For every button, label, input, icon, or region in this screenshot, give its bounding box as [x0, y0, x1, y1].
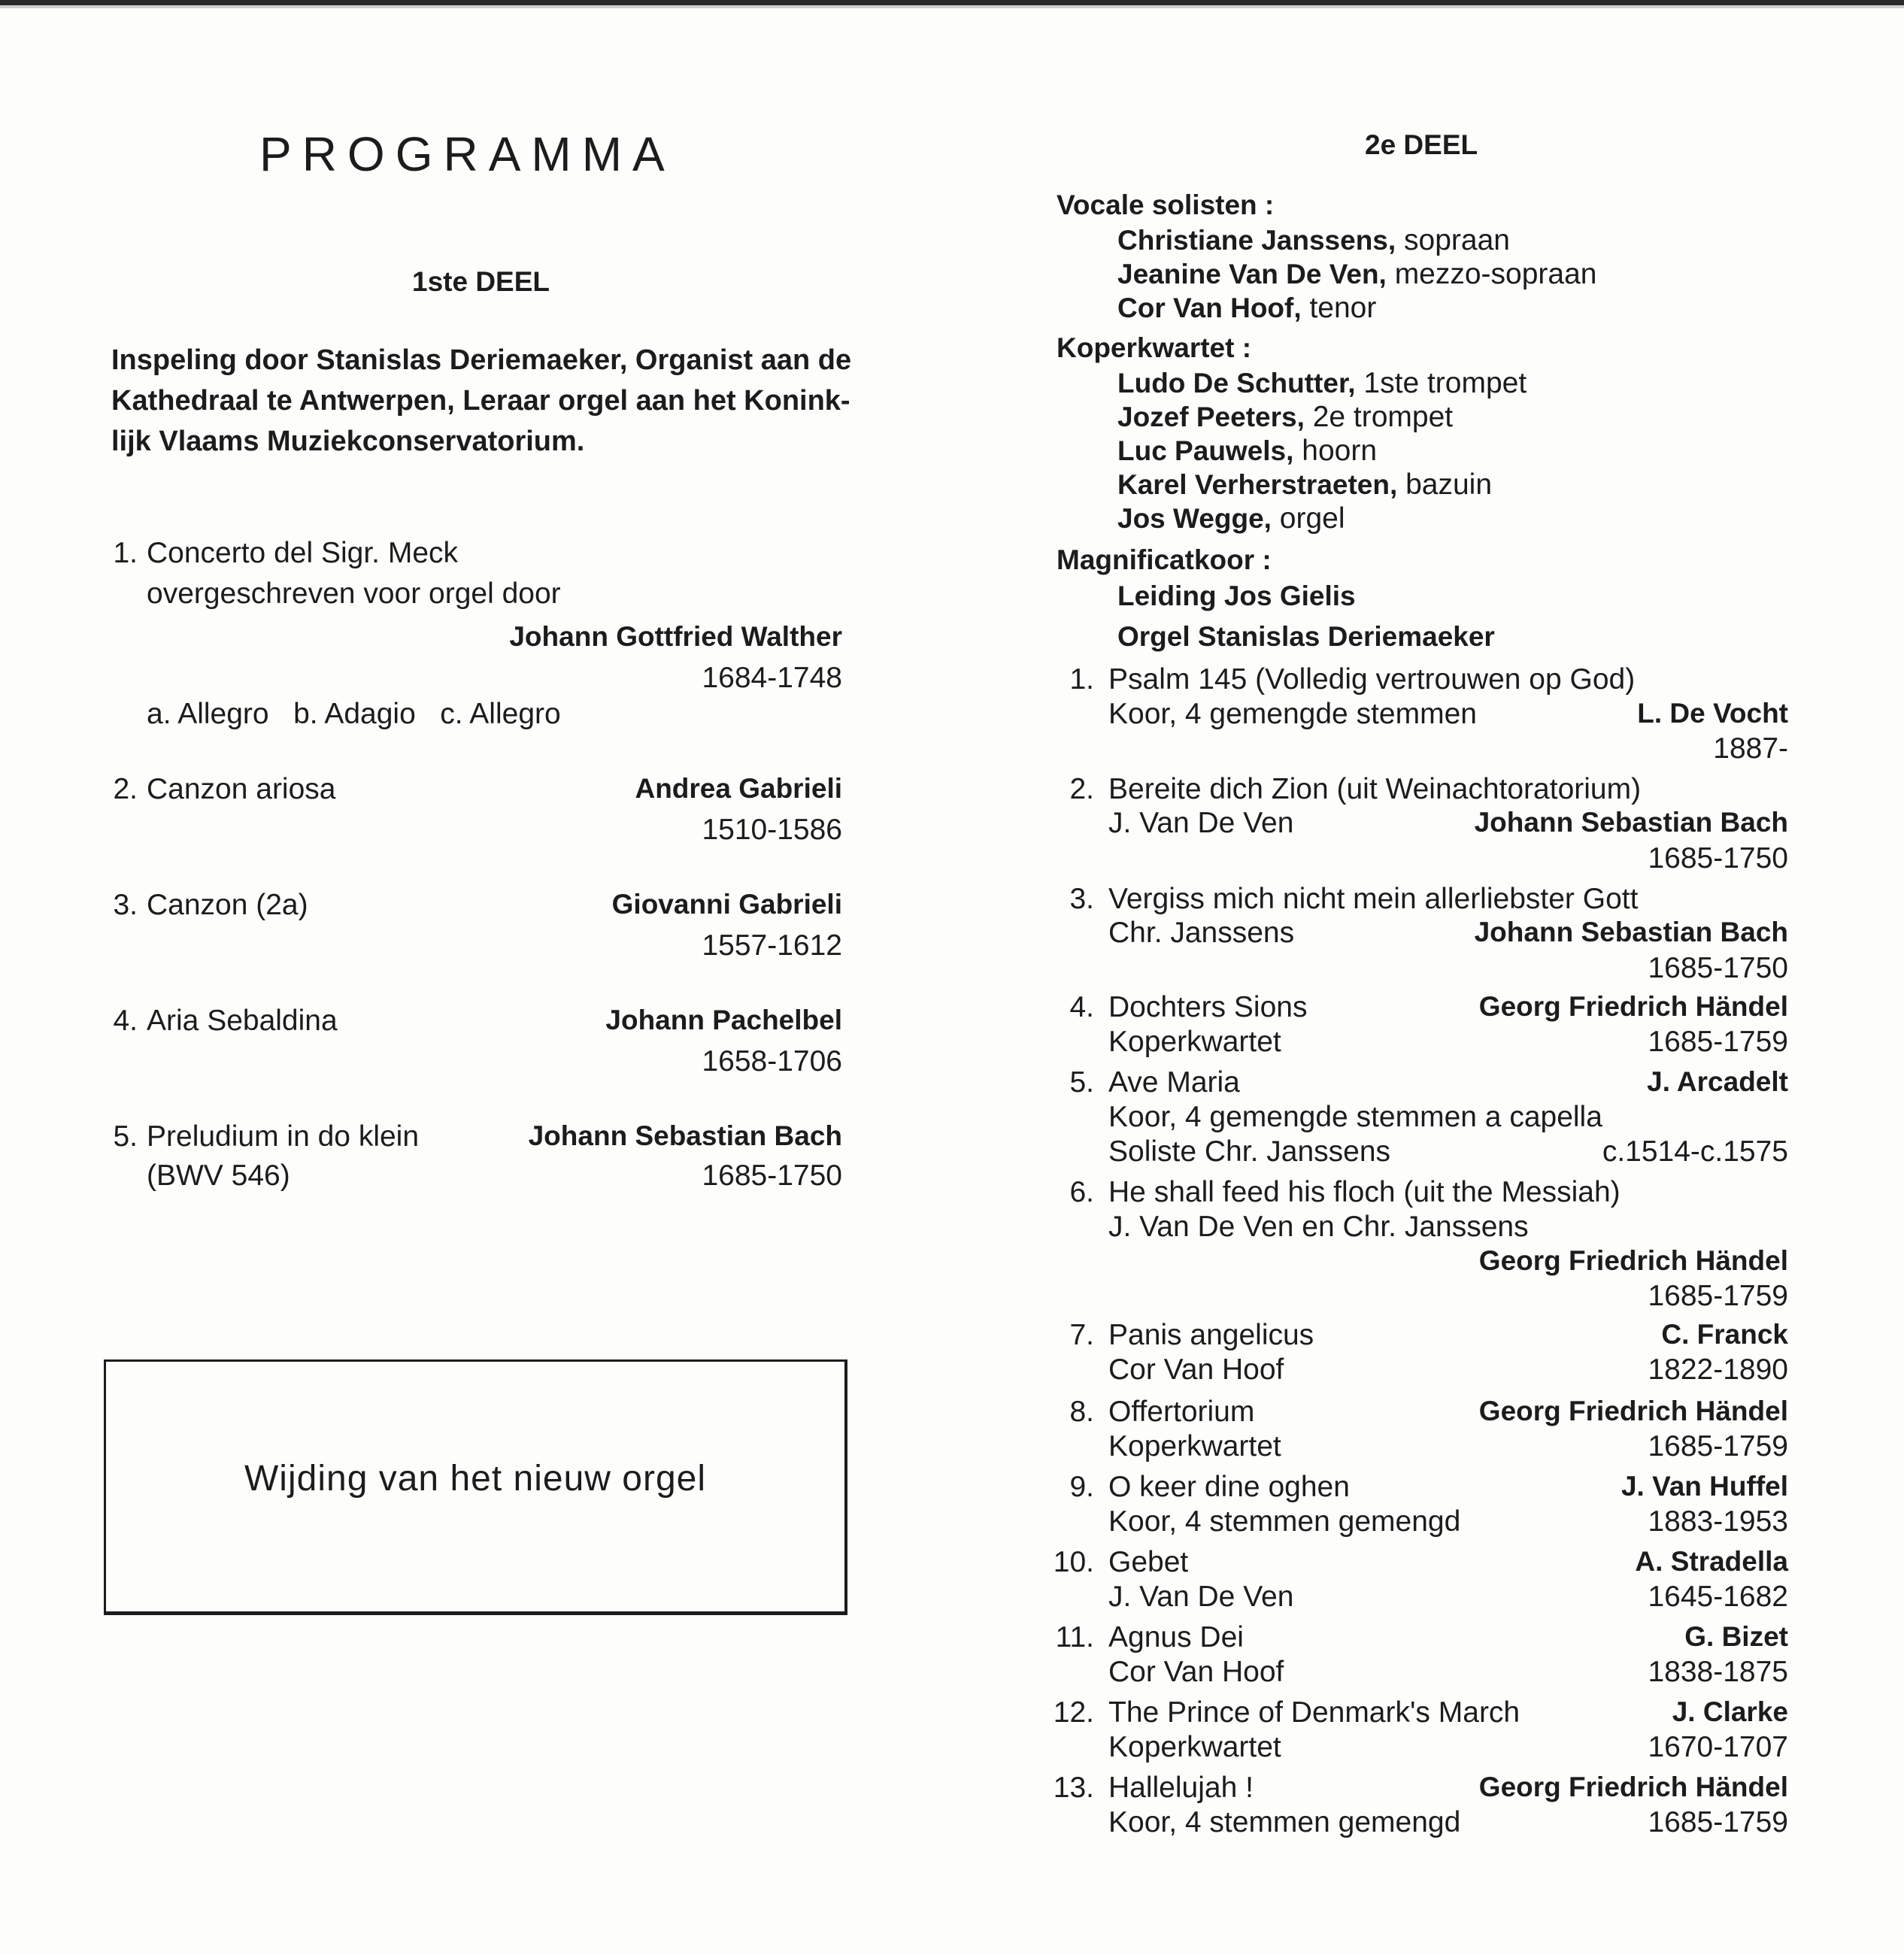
item-title: Panis angelicus [1108, 1319, 1314, 1351]
performer-name: Christiane Janssens, [1117, 225, 1396, 256]
item-title: Dochters Sions [1108, 991, 1308, 1023]
item-title: Hallelujah ! [1108, 1772, 1254, 1804]
item-title: Gebet [1108, 1546, 1189, 1578]
item-title: O keer dine oghen [1108, 1471, 1350, 1503]
performer-name: Ludo De Schutter, [1117, 368, 1356, 399]
item-number: 1. [1069, 663, 1094, 696]
item-performers: Koperkwartet [1108, 1026, 1281, 1058]
programme-title: PROGRAMMA [259, 127, 675, 181]
item-title: Aria Sebaldina [147, 1005, 338, 1037]
item-title: Ave Maria [1108, 1066, 1240, 1099]
performer-name: Jozef Peeters, [1117, 402, 1305, 432]
item-years: 1685-1759 [1648, 1026, 1788, 1058]
choir-heading: Magnificatkoor : [1057, 544, 1272, 575]
item-number: 5. [1069, 1066, 1094, 1099]
item-movements: a. Allegro b. Adagio c. Allegro [147, 698, 561, 730]
item-composer: Johann Sebastian Bach [528, 1120, 842, 1151]
item-years: 1685-1759 [1648, 1280, 1788, 1312]
item-soloist: Soliste Chr. Janssens [1108, 1135, 1391, 1168]
item-composer: L. De Vocht [1637, 698, 1788, 729]
item-title: Psalm 145 (Volledig vertrouwen op God) [1108, 663, 1636, 696]
item-title: Concerto del Sigr. Meck [147, 537, 459, 569]
item-number: 13. [1053, 1772, 1094, 1804]
item-number: 2. [1069, 773, 1094, 805]
performer-name: Cor Van Hoof, [1117, 292, 1302, 323]
item-years: 1685-1750 [1648, 952, 1788, 984]
part-two-heading: 2e DEEL [1365, 129, 1478, 160]
item-years: 1685-1750 [1648, 842, 1788, 874]
item-subtitle: (BWV 546) [147, 1159, 290, 1192]
item-performers: Koor, 4 gemengde stemmen [1108, 698, 1477, 730]
item-composer: Johann Gottfried Walther [509, 621, 842, 652]
item-years: 1685-1750 [702, 1159, 842, 1192]
item-title: He shall feed his floch (uit the Messiah) [1108, 1176, 1621, 1208]
performer-role: hoorn [1302, 435, 1378, 467]
item-performers: Koperkwartet [1108, 1731, 1281, 1763]
item-years: 1883-1953 [1648, 1505, 1788, 1538]
item-number: 4. [1069, 991, 1094, 1023]
item-years: 1822-1890 [1648, 1353, 1788, 1386]
item-years: 1887- [1713, 732, 1788, 765]
item-composer: J. Van Huffel [1621, 1471, 1788, 1502]
item-performers: Cor Van Hoof [1108, 1656, 1284, 1688]
intro-line: lijk Vlaams Muziekconservatorium. [111, 426, 585, 457]
performer-line [1117, 435, 1377, 468]
item-performers: Cor Van Hoof [1108, 1353, 1284, 1386]
performer-role: bazuin [1405, 468, 1493, 501]
performer-line [1117, 224, 1510, 257]
performer-name: Jeanine Van De Ven, [1117, 259, 1387, 289]
item-composer: Johann Sebastian Bach [1474, 917, 1788, 947]
item-title: Canzon ariosa [147, 773, 336, 805]
performer-line [1117, 292, 1376, 325]
item-number: 8. [1069, 1396, 1094, 1428]
item-composer: Giovanni Gabrieli [611, 889, 842, 920]
performer-name: Jos Wegge, [1117, 503, 1272, 534]
item-years: 1685-1759 [1648, 1430, 1788, 1462]
performer-line [1117, 502, 1345, 535]
item-years: 1557-1612 [702, 929, 842, 962]
brass-quartet-heading: Koperkwartet : [1057, 332, 1252, 363]
item-title: Vergiss mich nicht mein allerliebster Gott [1108, 883, 1639, 915]
item-composer: A. Stradella [1635, 1546, 1788, 1577]
item-years: 1685-1759 [1648, 1806, 1788, 1838]
item-title: Bereite dich Zion (uit Weinachtoratorium) [1108, 773, 1642, 805]
item-title: The Prince of Denmark's March [1108, 1696, 1520, 1729]
top-edge-shadow [0, 5, 1904, 8]
item-title: Canzon (2a) [147, 889, 308, 921]
item-number: 6. [1069, 1176, 1094, 1208]
performer-line [1117, 401, 1453, 434]
item-years: 1658-1706 [702, 1045, 842, 1078]
item-performers: J. Van De Ven [1108, 807, 1294, 839]
performer-line [1117, 258, 1596, 291]
performer-name: Luc Pauwels, [1117, 435, 1294, 466]
item-composer: C. Franck [1661, 1319, 1788, 1350]
item-number: 9. [1069, 1471, 1094, 1503]
item-composer: Johann Sebastian Bach [1474, 807, 1788, 838]
item-number: 2. [113, 773, 138, 805]
performer-role: orgel [1279, 502, 1345, 535]
item-number: 10. [1053, 1546, 1094, 1578]
top-edge-line [0, 0, 1904, 5]
item-composer: Georg Friedrich Händel [1478, 1245, 1788, 1276]
choir-organist: Orgel Stanislas Deriemaeker [1117, 621, 1495, 652]
item-performers: J. Van De Ven en Chr. Janssens [1108, 1211, 1529, 1243]
item-composer: Andrea Gabrieli [635, 773, 842, 804]
item-composer: J. Arcadelt [1647, 1066, 1788, 1097]
item-composer: G. Bizet [1684, 1621, 1788, 1652]
item-years: 1645-1682 [1648, 1581, 1788, 1613]
performer-line [1117, 367, 1527, 400]
item-years: 1510-1586 [702, 814, 842, 846]
item-composer: Georg Friedrich Händel [1478, 1396, 1788, 1426]
performer-role: mezzo-sopraan [1394, 258, 1597, 290]
item-number: 7. [1069, 1319, 1094, 1351]
item-years: 1670-1707 [1648, 1731, 1788, 1763]
item-performers: J. Van De Ven [1108, 1581, 1294, 1613]
item-composer: J. Clarke [1672, 1696, 1788, 1727]
vocal-soloists-heading: Vocale solisten : [1057, 189, 1275, 220]
item-title: Preludium in do klein [147, 1120, 420, 1153]
item-number: 11. [1055, 1621, 1094, 1653]
dedication-text: Wijding van het nieuw orgel [244, 1459, 706, 1499]
item-title: Agnus Dei [1108, 1621, 1244, 1653]
performer-role: 1ste trompet [1363, 367, 1527, 399]
item-number: 12. [1053, 1696, 1094, 1729]
item-performers: Koor, 4 stemmen gemengd [1108, 1806, 1461, 1838]
item-performers: Koor, 4 gemengde stemmen a capella [1108, 1101, 1602, 1133]
performer-role: tenor [1309, 292, 1377, 324]
item-years: 1684-1748 [702, 662, 842, 694]
item-years: 1838-1875 [1648, 1656, 1788, 1688]
performer-role: sopraan [1404, 224, 1510, 256]
intro-line: Kathedraal te Antwerpen, Leraar orgel aan het Konink- [111, 385, 850, 417]
item-title: Offertorium [1108, 1396, 1255, 1428]
intro-line: Inspeling door Stanislas Deriemaeker, Organist aan de [111, 344, 852, 376]
item-performers: Koperkwartet [1108, 1430, 1281, 1462]
item-composer: Georg Friedrich Händel [1478, 991, 1788, 1022]
item-number: 5. [113, 1120, 138, 1153]
part-one-heading: 1ste DEEL [412, 266, 550, 297]
dedication-box [104, 1359, 847, 1615]
item-number: 3. [113, 889, 138, 921]
item-number: 4. [113, 1005, 138, 1037]
item-composer: Georg Friedrich Händel [1478, 1772, 1788, 1802]
item-subtitle: overgeschreven voor orgel door [147, 577, 561, 610]
performer-name: Karel Verherstraeten, [1117, 469, 1398, 500]
item-performers: Chr. Janssens [1108, 917, 1295, 949]
item-composer: Johann Pachelbel [605, 1005, 842, 1035]
choir-director: Leiding Jos Gielis [1117, 580, 1356, 611]
organ-intro-paragraph [111, 340, 852, 462]
item-years: c.1514-c.1575 [1602, 1135, 1788, 1168]
item-number: 3. [1069, 883, 1094, 915]
performer-role: 2e trompet [1312, 401, 1454, 433]
item-performers: Koor, 4 stemmen gemengd [1108, 1505, 1461, 1538]
performer-line [1117, 468, 1492, 502]
item-number: 1. [113, 537, 138, 569]
